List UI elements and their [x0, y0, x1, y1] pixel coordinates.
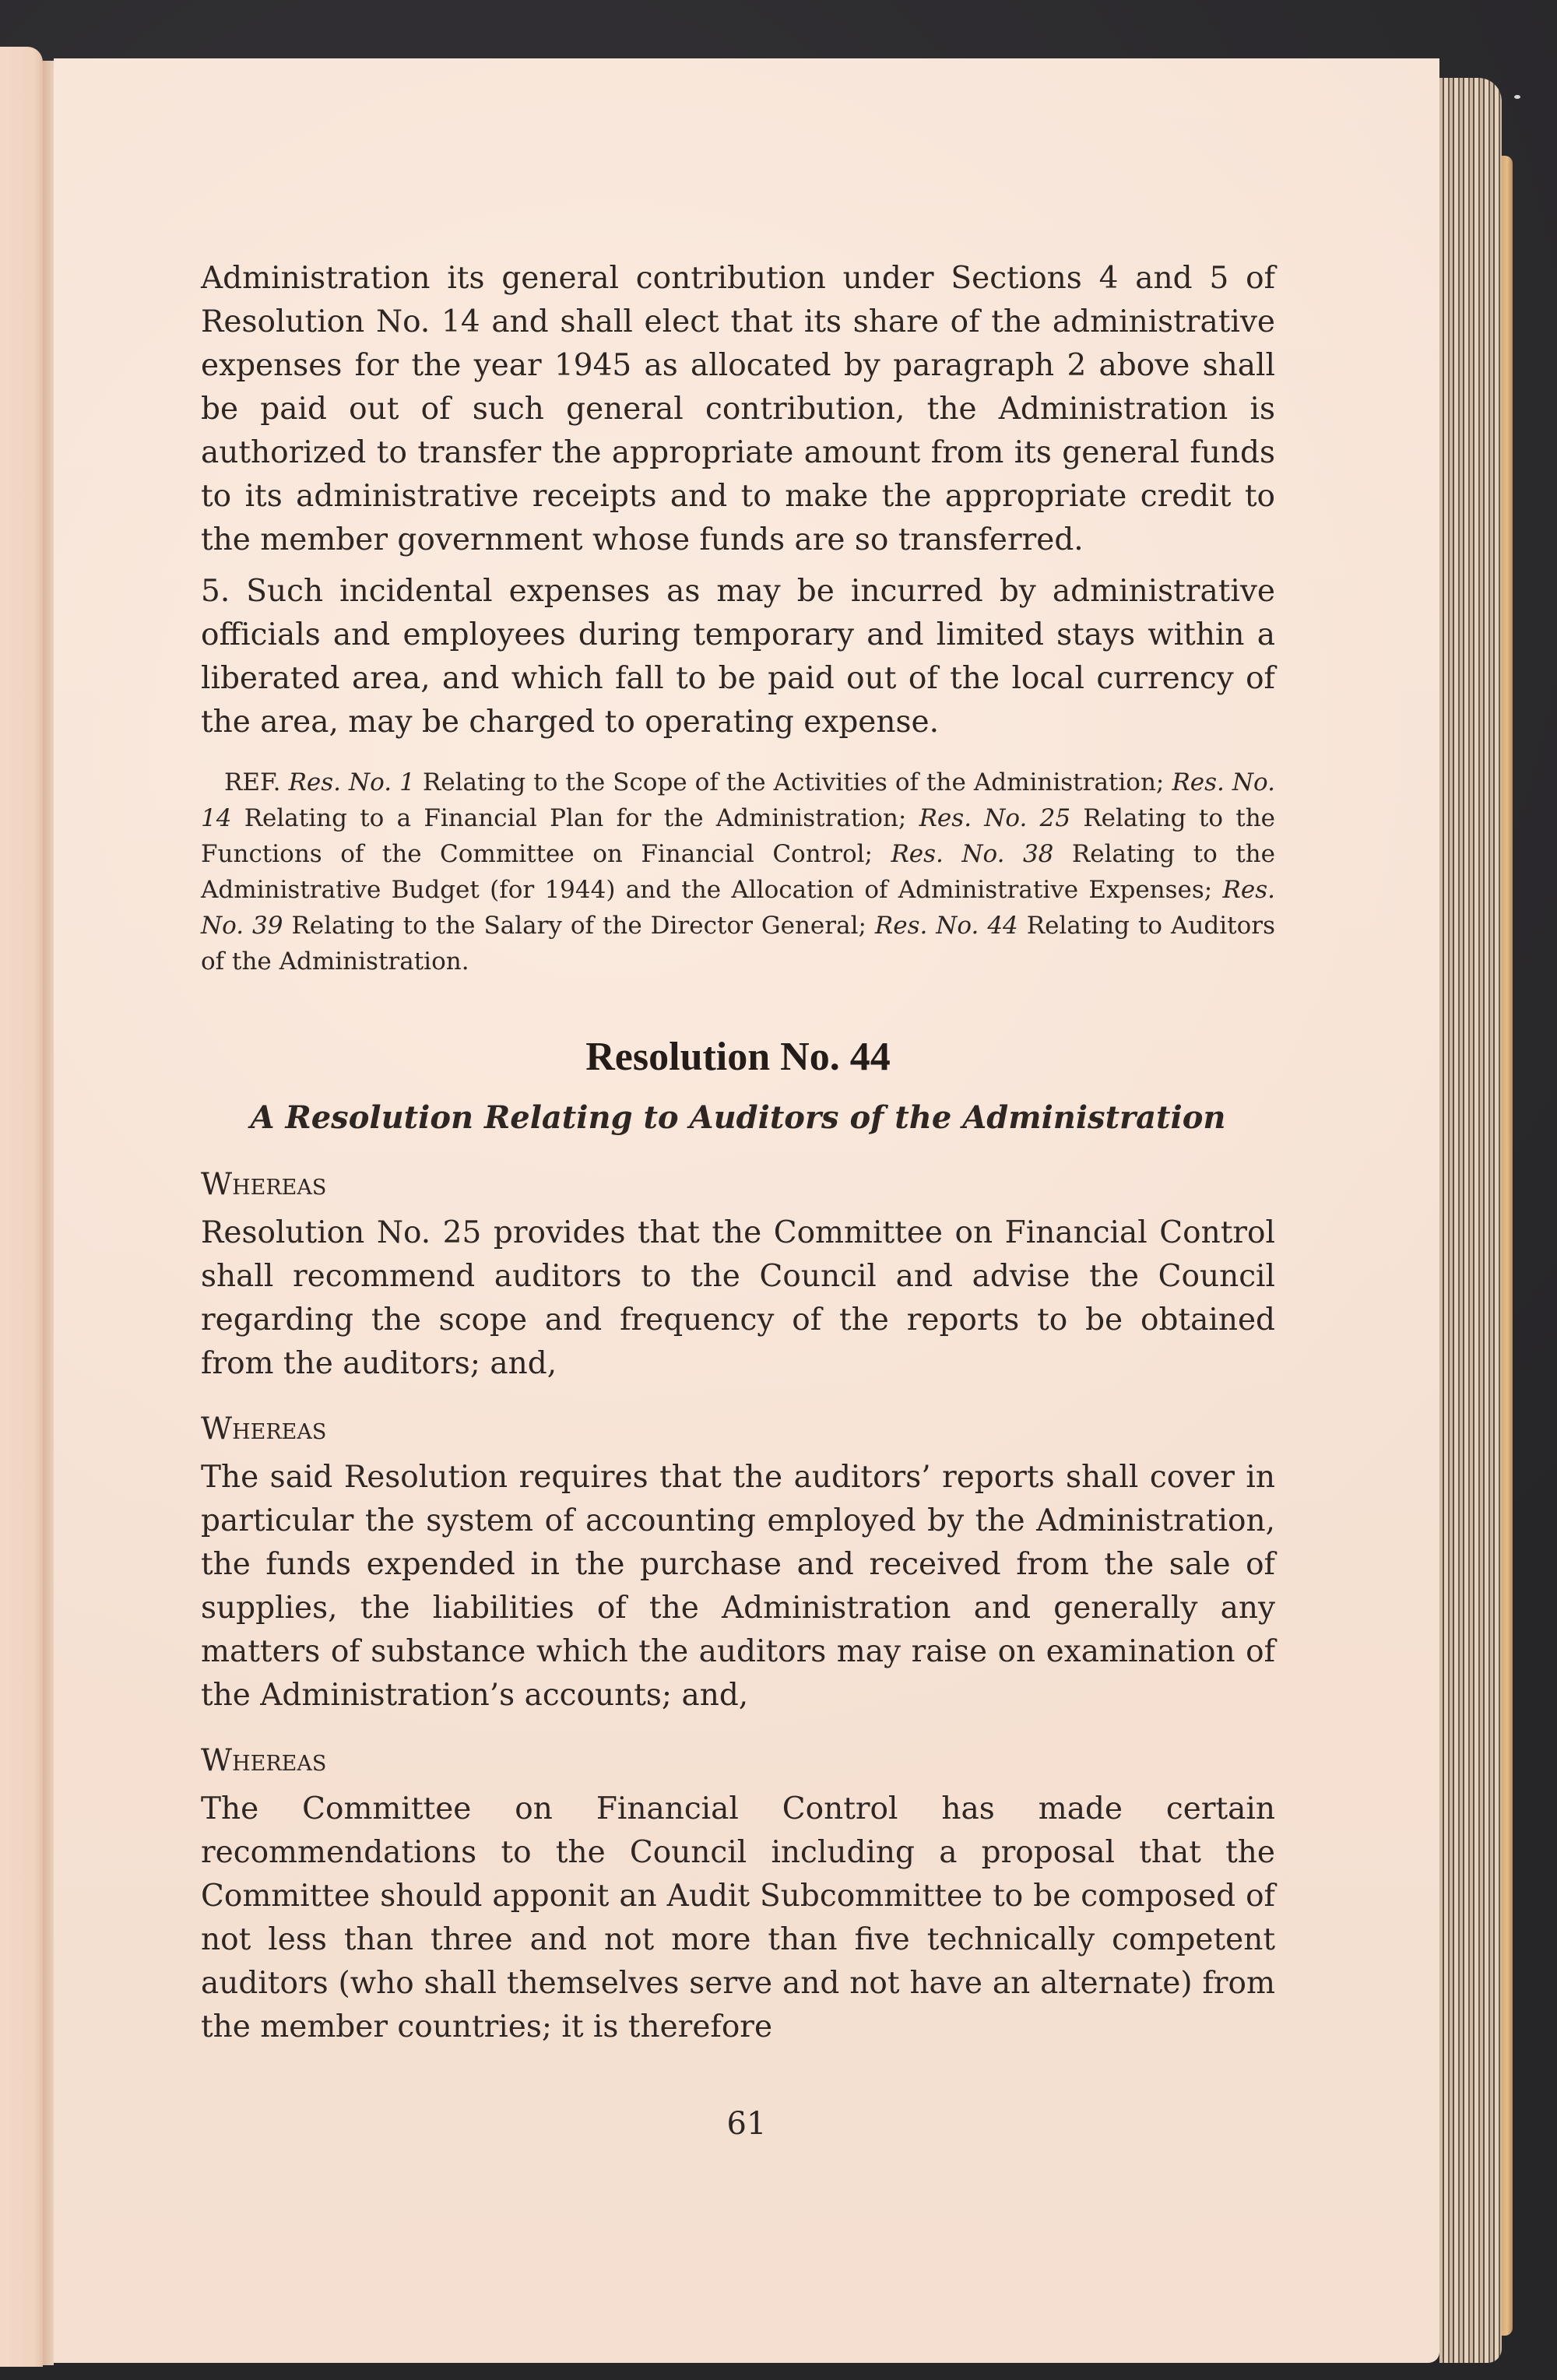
resolution-title: Resolution No. 44: [585, 1035, 891, 1079]
page-text-block: [201, 257, 1275, 2071]
ref-text: Relating to Auditors of the Administration.: [201, 912, 1275, 976]
book-gutter: [43, 61, 54, 2365]
ref-res: Res. No. 1: [288, 768, 415, 796]
continuation-paragraph: Administration its general contribution under Sections 4 and 5 of Resolution No. 14 and shall elect that its share of the administrative expenses for the year 1945 as allocated by paragraph 2 above shall be paid out of such general contribution, the Administration is authorized to transfer the appropriate amount from its general funds to its administrative receipts and to make the appropriate credit to the member government whose funds are so transferred.: [201, 261, 1275, 557]
whereas-label: Whereas: [201, 1411, 327, 1447]
ref-text: Relating to the Scope of the Activities of the Administration;: [414, 768, 1165, 796]
ref-res: Res. No. 38: [891, 840, 1054, 868]
ref-text: Relating to the Salary of the Director General;: [283, 912, 866, 940]
whereas-text: The said Resolution requires that the auditors’ reports shall cover in particular the system of accounting employed by the Administration, the funds expended in the purchase and received from the sale of supplies, the liabilities of the Administration and generally any matters of substance which the auditors may raise on examination of the Administration’s accounts; and,: [201, 1460, 1275, 1713]
ref-res: Res. No. 39: [201, 876, 1275, 940]
whereas-label: Whereas: [201, 1167, 327, 1202]
page-number: 61: [726, 2106, 767, 2142]
paragraph-5: 5. Such incidental expenses as may be incurred by administrative officials and employees during temporary and limited stays within a liberated area, and which fall to be paid out of the local currency of the area, may be charged to operating expense.: [201, 574, 1275, 740]
dust-speck: [1514, 95, 1520, 99]
whereas-text: The Committee on Financial Control has made certain recommendations to the Council including a proposal that the Committee should apponit an Audit Subcommittee to be composed of not less than three and not more than five technically competent auditors (who shall themselves serve and not have an alternate) from the member countries; it is therefore: [201, 1791, 1275, 2044]
whereas-clause: [201, 1163, 1275, 1386]
ref-text: Relating to the Functions of the Committee on Financial Control;: [201, 804, 1276, 868]
resolution-subtitle: A Resolution Relating to Auditors of the Administration: [250, 1099, 1226, 1136]
facing-page-edge: [0, 47, 43, 2367]
ref-text: Relating to a Financial Plan for the Administration;: [231, 804, 907, 832]
ref-res: Res. No. 25: [919, 804, 1071, 832]
whereas-text: Resolution No. 25 provides that the Committee on Financial Control shall recommend auditors to the Council and advise the Council regarding the scope and frequency of the reports to be obtained from the auditors; and,: [201, 1215, 1275, 1381]
ref-text: Relating to the Administrative Budget (for 1944) and the Allocation of Administrative Expenses;: [201, 840, 1275, 904]
whereas-clause: [201, 1739, 1275, 2049]
ref-res: Res. No. 44: [874, 912, 1018, 940]
references-note: [201, 765, 1275, 979]
ref-prefix: REF.: [224, 768, 281, 796]
whereas-clause: [201, 1408, 1275, 1717]
page-stack-edges: [1439, 78, 1502, 2363]
ref-res: Res. No. 14: [201, 768, 1276, 832]
book-cover-edge: [1502, 156, 1513, 2336]
whereas-label: Whereas: [201, 1743, 327, 1778]
